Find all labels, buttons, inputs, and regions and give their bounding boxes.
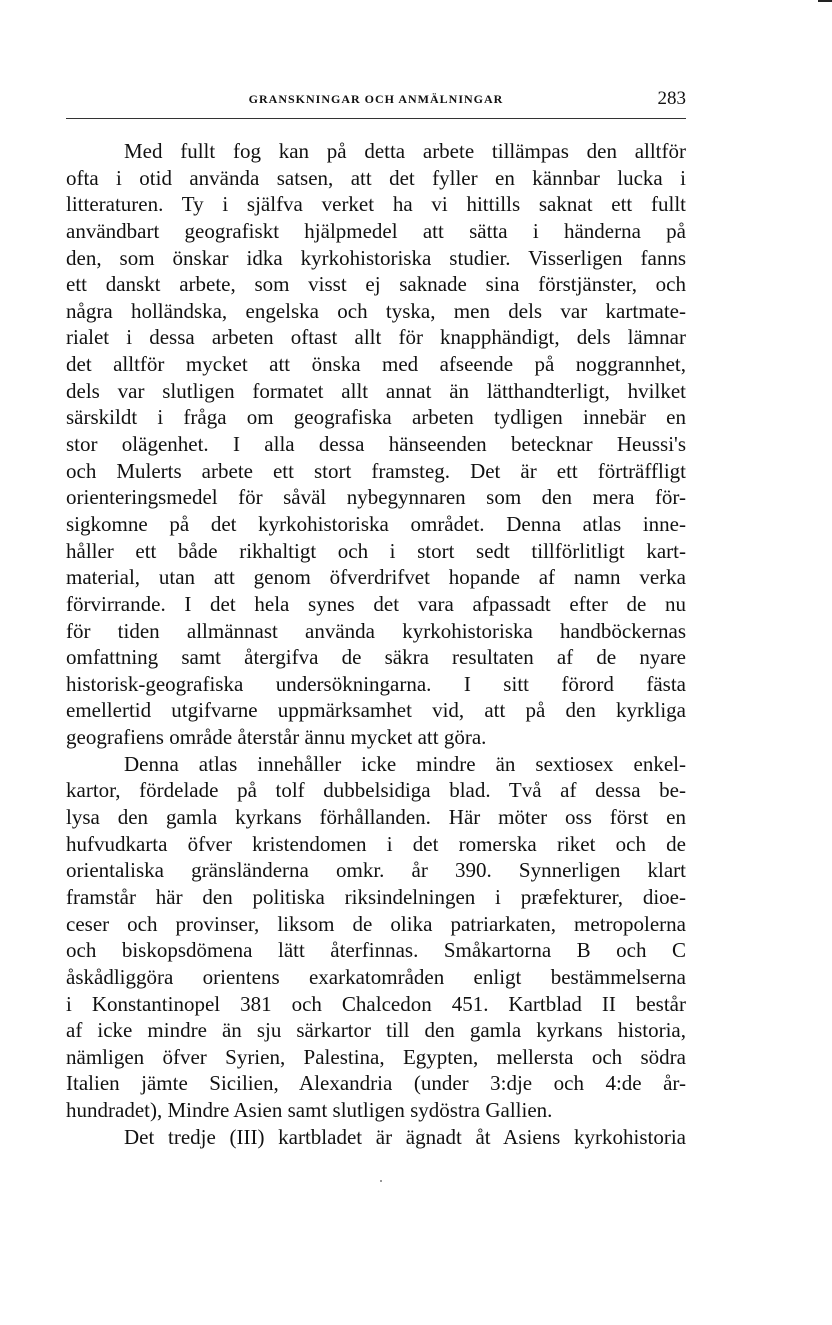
- text-line: användbart geografiskt hjälpmedel att sätta i händerna på: [66, 218, 686, 243]
- text-line: och biskopsdömena lätt återfinnas. Småkartorna B och C: [66, 938, 686, 963]
- text-line: håller ett både rikhaltigt och i stort sedt tillförlitligt kart-: [66, 538, 686, 563]
- header-rule: [66, 118, 686, 119]
- text-line: ofta i otid använda satsen, att det fyller en kännbar lucka i: [66, 165, 686, 190]
- text-line: orienteringsmedel för såväl nybegynnaren som den mera för-: [66, 485, 686, 510]
- text-line: historisk-geografiska undersökningarna. I sitt förord fästa: [66, 671, 686, 696]
- text-line: det alltför mycket att önska med afseende på noggrannhet,: [66, 352, 686, 377]
- text-line: några holländska, engelska och tyska, men dels var kartmate-: [66, 298, 686, 323]
- text-line: nämligen öfver Syrien, Palestina, Egypten, mellersta och södra: [66, 1044, 686, 1069]
- text-line: af icke mindre än sju särkartor till den gamla kyrkans historia,: [66, 1018, 686, 1043]
- text-line: Italien jämte Sicilien, Alexandria (under 3:dje och 4:de år-: [66, 1071, 686, 1096]
- text-line: kartor, fördelade på tolf dubbelsidiga blad. Två af dessa be-: [66, 778, 686, 803]
- text-line: i Konstantinopel 381 och Chalcedon 451. Kartblad II består: [66, 991, 686, 1016]
- body-text: [66, 138, 686, 1150]
- text-line: sigkomne på det kyrkohistoriska området. Denna atlas inne-: [66, 511, 686, 536]
- text-line: rialet i dessa arbeten oftast allt för knapphändigt, dels lämnar: [66, 325, 686, 350]
- text-line: litteraturen. Ty i själfva verket ha vi hittills saknat ett fullt: [66, 192, 686, 217]
- text-line: ceser och provinser, liksom de olika patriarkaten, metropolerna: [66, 911, 686, 936]
- text-line: geografiens område återstår ännu mycket att göra.: [66, 725, 487, 750]
- text-line: omfattning samt återgifva de säkra resultaten af de nyare: [66, 645, 686, 670]
- page-number: 283: [657, 88, 686, 109]
- text-line: hufvudkarta öfver kristendomen i det romerska riket och de: [66, 831, 686, 856]
- text-line: särskildt i fråga om geografiska arbeten tydligen innebär en: [66, 405, 686, 430]
- text-line: material, utan att genom öfverdrifvet hopande af namn verka: [66, 565, 686, 590]
- text-line: framstår här den politiska riksindelningen i præfekturer, dioe-: [66, 884, 686, 909]
- text-line: Med fullt fog kan på detta arbete tillämpas den alltför: [124, 139, 686, 163]
- text-line: emellertid utgifvarne uppmärksamhet vid, att på den kyrkliga: [66, 698, 686, 723]
- text-line: och Mulerts arbete ett stort framsteg. Det är ett förträffligt: [66, 458, 686, 483]
- text-line: dels var slutligen formatet allt annat än lätthandterligt, hvilket: [66, 378, 686, 403]
- text-line: orientaliska gränsländerna omkr. år 390. Synnerligen klart: [66, 858, 686, 883]
- text-line: lysa den gamla kyrkans förhållanden. Här möter oss först en: [66, 805, 686, 830]
- text-line: hundradet), Mindre Asien samt slutligen sydöstra Gallien.: [66, 1098, 553, 1123]
- text-line: den, som önskar idka kyrkohistoriska studier. Visserligen fanns: [66, 245, 686, 270]
- running-head: [66, 88, 686, 114]
- text-line: förvirrande. I det hela synes det vara afpassadt efter de nu: [66, 591, 686, 616]
- text-line: Det tredje (III) kartbladet är ägnadt åt Asiens kyrkohistoria: [124, 1124, 686, 1149]
- text-line: åskådliggöra orientens exarkatområden enligt bestämmelserna: [66, 964, 686, 989]
- text-line: för tiden allmännast använda kyrkohistoriska handböckernas: [66, 618, 686, 643]
- text-line: ett danskt arbete, som visst ej saknade sina förstjänster, och: [66, 272, 686, 297]
- scan-speck: [380, 1180, 382, 1182]
- text-line: stor olägenhet. I alla dessa hänseenden betecknar Heussi's: [66, 432, 686, 457]
- text-line: Denna atlas innehåller icke mindre än sextiosex enkel-: [124, 751, 686, 776]
- scan-corner-mark: [818, 0, 832, 2]
- running-title: GRANSKNINGAR OCH ANMÄLNINGAR: [248, 92, 504, 106]
